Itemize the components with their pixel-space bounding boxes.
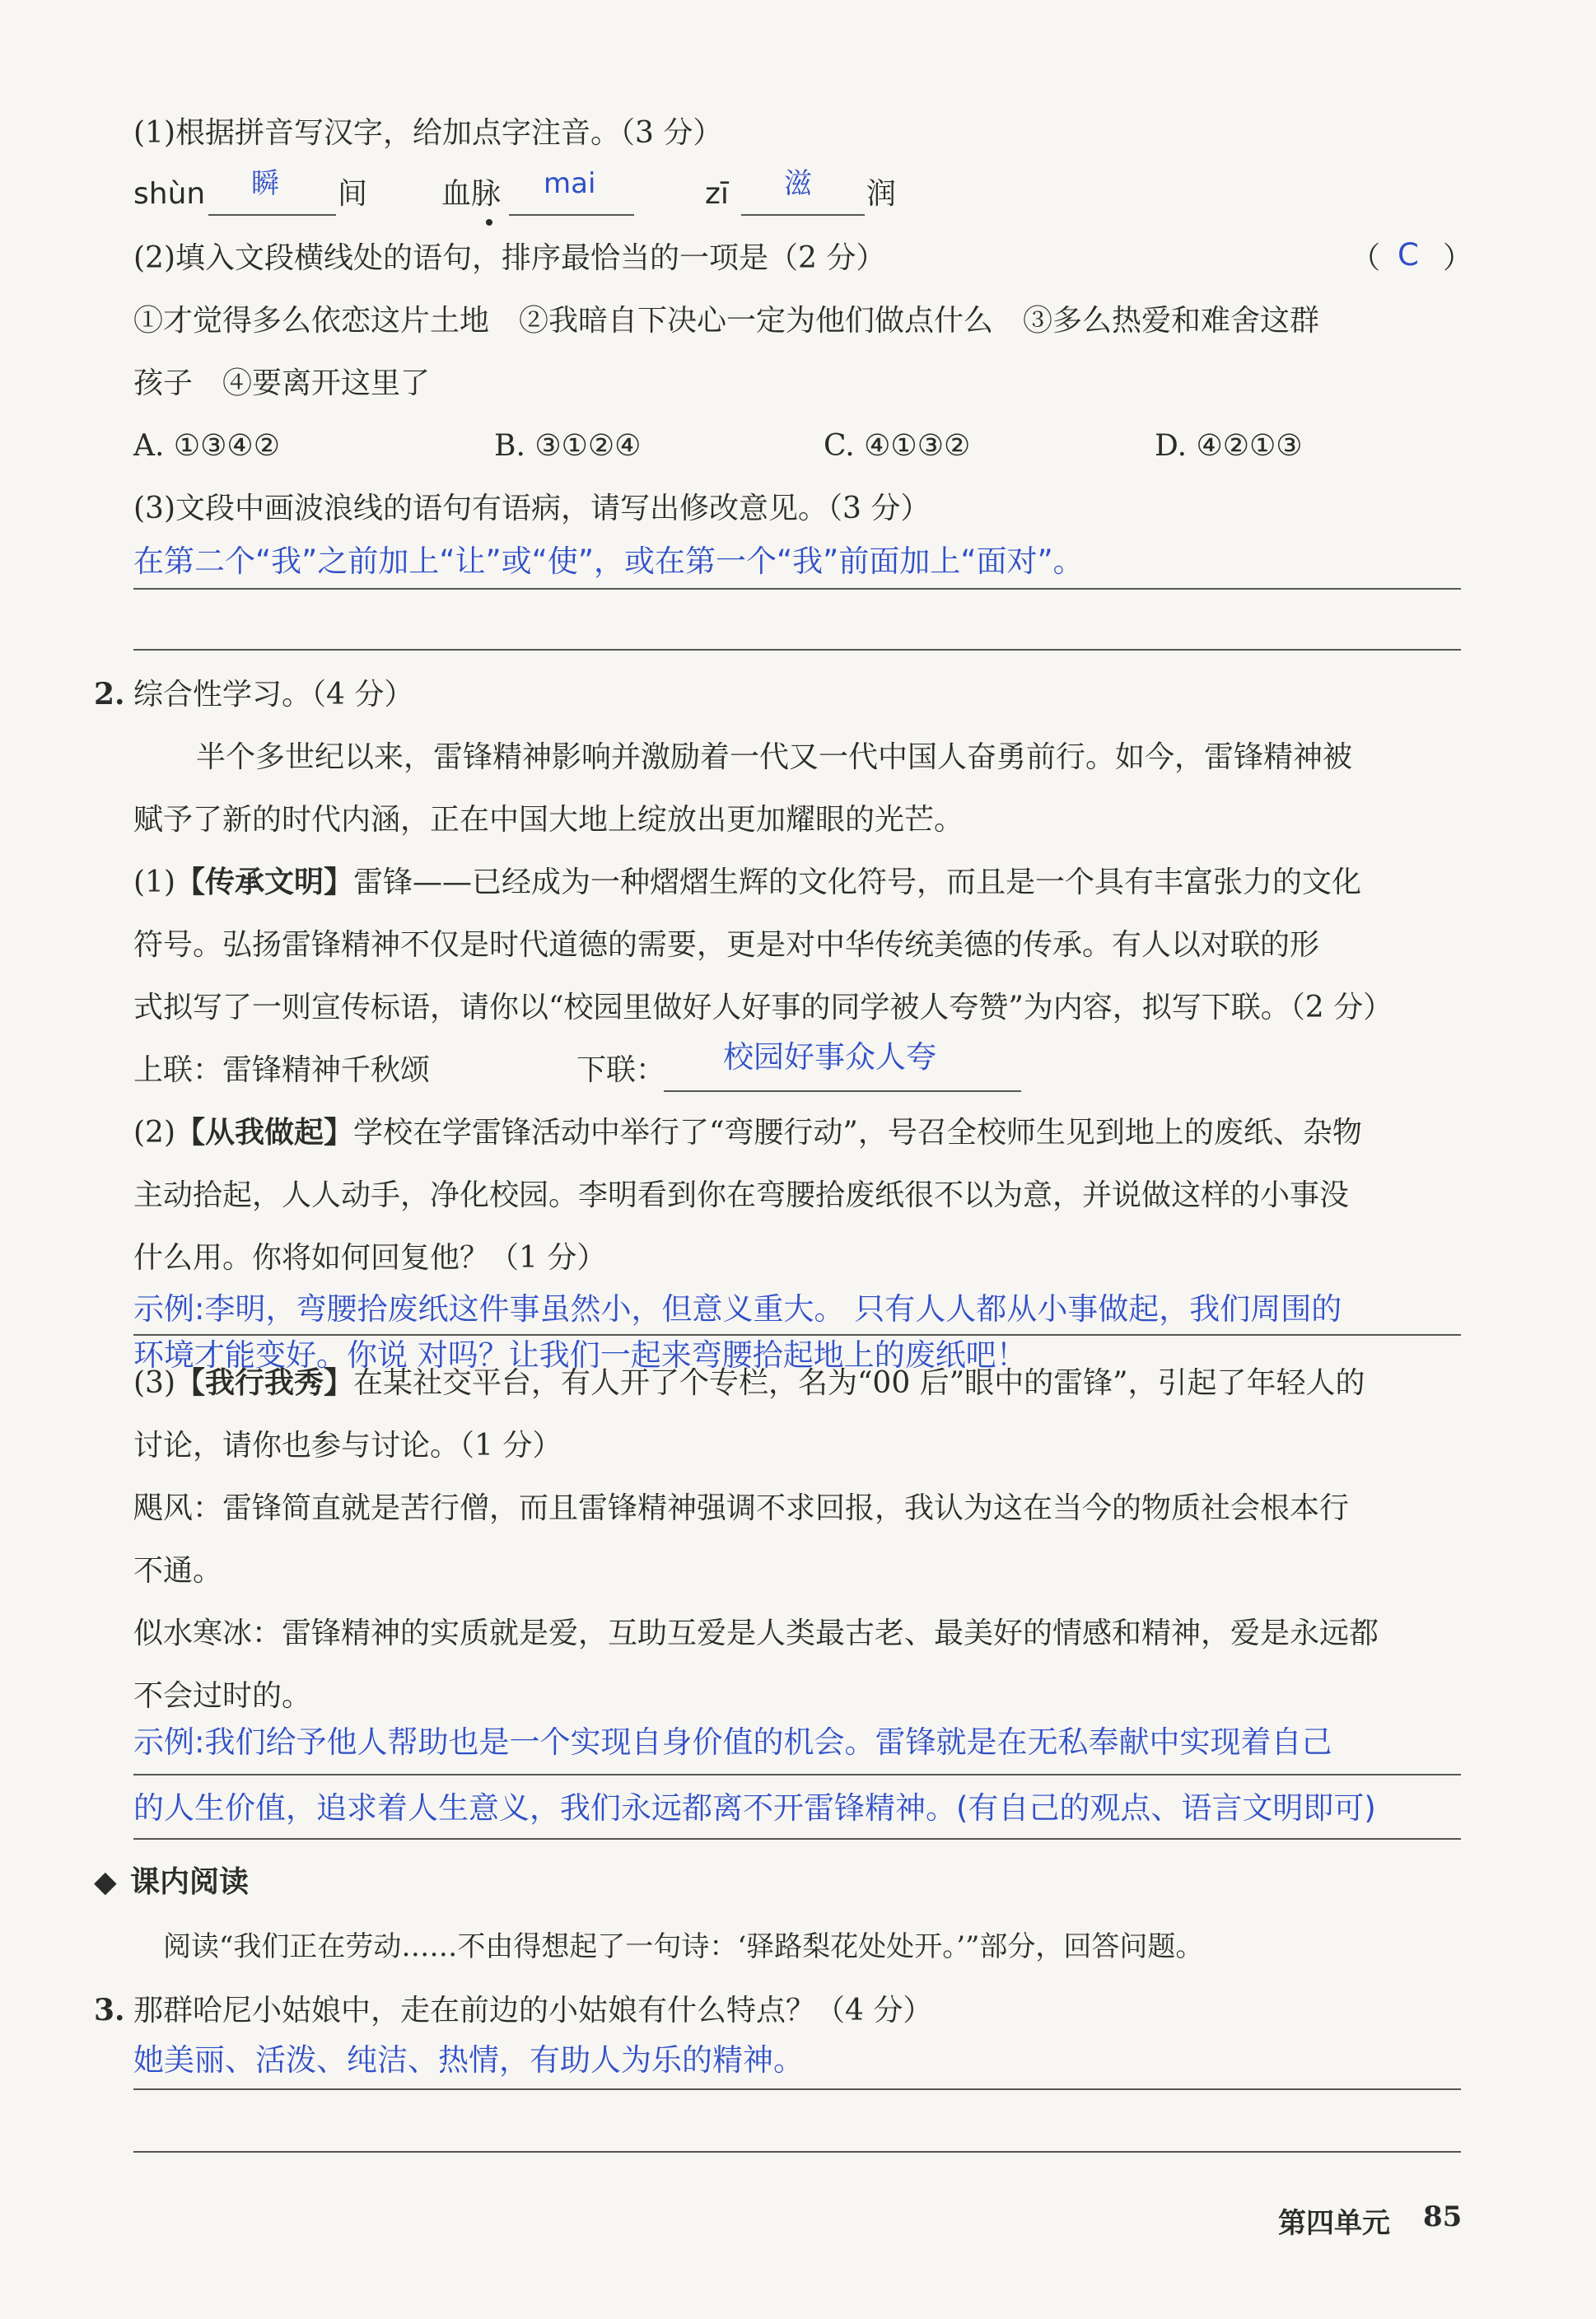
footer-unit: 第四单元 — [1278, 2207, 1390, 2240]
q1-sub2-items-line1: ①才觉得多么依恋这片土地 ②我暗自下决心一定为他们做点什么 ③多么热爱和难舍这群 — [133, 304, 1320, 338]
option-c: C. ④①③② — [824, 429, 971, 463]
q2-s2-line2: 主动拾起，人人动手，净化校园。李明看到你在弯腰拾废纸很不以为意，并说做这样的小事没 — [133, 1178, 1350, 1212]
q2-s2-line3: 什么用。你将如何回复他？（1 分） — [133, 1241, 607, 1275]
q3-answer: 她美丽、活泼、纯洁、热情，有助人为乐的精神。 — [133, 2042, 804, 2078]
answer-shun: 瞬 — [251, 167, 279, 200]
answer-mai: mai — [544, 167, 596, 200]
word-run: 润 — [866, 177, 897, 211]
q2-title: 综合性学习。（4 分） — [133, 678, 414, 712]
couplet-answer-line — [664, 1090, 1021, 1092]
q2-number: 2. — [94, 677, 125, 712]
tag-congwozuoqi: 【从我做起】 — [175, 1115, 354, 1150]
answer-line — [133, 1774, 1461, 1775]
pinyin-zi: zī — [705, 177, 729, 211]
comment-jufeng-line2: 不通。 — [133, 1554, 223, 1588]
answer-bracket-close: ） — [1443, 241, 1473, 275]
q2-s3-answer-line1: 示例:我们给予他人帮助也是一个实现自身价值的机会。雷锋就是在无私奉献中实现着自己 — [133, 1724, 1332, 1760]
lower-couplet-label: 下联： — [576, 1053, 666, 1087]
word-xuemai: 血脉 — [441, 177, 502, 211]
page-number: 85 — [1423, 2200, 1463, 2233]
comment-sishuihanbing-line2: 不会过时的。 — [133, 1679, 312, 1713]
answer-line — [133, 2088, 1461, 2090]
tag-chuancheng: 【传承文明】 — [175, 865, 354, 899]
answer-line — [133, 1334, 1461, 1336]
lower-couplet-answer: 校园好事众人夸 — [723, 1039, 936, 1075]
option-a: A. ①③④② — [133, 429, 280, 463]
q2-s3-line2: 讨论，请你也参与讨论。（1 分） — [133, 1429, 562, 1463]
reading-instruction: 阅读“我们正在劳动……不由得想起了一句诗：‘驿路梨花处处开。’”部分，回答问题。 — [163, 1930, 1204, 1963]
q2-s2-answer-line2: 环境才能变好。你说 对吗？让我们一起来弯腰拾起地上的废纸吧！ — [133, 1337, 1027, 1373]
answer-line — [133, 588, 1461, 590]
upper-couplet: 上联：雷锋精神千秋颂 — [133, 1053, 431, 1087]
blank-line-1 — [208, 214, 336, 216]
q1-sub3-prompt: (3)文段中画波浪线的语句有语病，请写出修改意见。（3 分） — [133, 492, 931, 525]
option-d: D. ④②①③ — [1155, 429, 1303, 463]
answer-zi: 滋 — [784, 167, 812, 200]
q1-sub3-answer: 在第二个“我”之前加上“让”或“使”，或在第一个“我”前面加上“面对”。 — [133, 544, 1084, 579]
q2-s2-line1: (2)【从我做起】学校在学雷锋活动中举行了“弯腰行动”，号召全校师生见到地上的废纸、杂物 — [133, 1115, 1362, 1150]
comment-sishuihanbing-line1: 似水寒冰：雷锋精神的实质就是爱，互助互爱是人类最古老、最美好的情感和精神，爱是永远都 — [133, 1617, 1379, 1650]
q2-s2-answer-line1: 示例:李明，弯腰拾废纸这件事虽然小，但意义重大。 只有人人都从小事做起，我们周围的 — [133, 1291, 1342, 1327]
section-title: 课内阅读 — [130, 1865, 250, 1899]
q2-s3-line1: (3)【我行我秀】在某社交平台，有人开了个专栏，名为“00 后”眼中的雷锋”，引起了年轻人的 — [133, 1365, 1365, 1400]
q2-intro-line1: 半个多世纪以来，雷锋精神影响并激励着一代又一代中国人奋勇前行。如今，雷锋精神被 — [196, 740, 1353, 774]
section-marker: ◆ — [94, 1865, 117, 1899]
answer-bracket-open: （ — [1351, 241, 1381, 275]
q1-sub2-prompt: (2)填入文段横线处的语句，排序最恰当的一项是（2 分） — [133, 241, 886, 275]
blank-line-3 — [741, 214, 865, 216]
q3-prompt: 那群哈尼小姑娘中，走在前边的小姑娘有什么特点？（4 分） — [133, 1994, 933, 2027]
pinyin-shun: shùn — [133, 177, 206, 211]
answer-line — [133, 1838, 1461, 1840]
word-jian: 间 — [338, 177, 368, 211]
answer-choice: C — [1398, 237, 1419, 273]
blank-line-2 — [509, 214, 634, 216]
q2-s1-line2: 符号。弘扬雷锋精神不仅是时代道德的需要，更是对中华传统美德的传承。有人以对联的形 — [133, 928, 1320, 962]
q1-sub2-items-line2: 孩子 ④要离开这里了 — [133, 366, 431, 400]
answer-line — [133, 649, 1461, 651]
tag-woxingwoxiu: 【我行我秀】 — [175, 1365, 354, 1400]
q3-number: 3. — [94, 1993, 125, 2027]
q1-sub1-prompt: (1)根据拼音写汉字，给加点字注音。（3 分） — [133, 116, 723, 150]
q2-s3-answer-line2: 的人生价值，追求着人生意义，我们永远都离不开雷锋精神。(有自己的观点、语言文明即可) — [133, 1790, 1376, 1826]
option-b: B. ③①②④ — [494, 429, 642, 463]
q2-intro-line2: 赋予了新的时代内涵，正在中国大地上绽放出更加耀眼的光芒。 — [133, 803, 964, 837]
emphasis-dot — [486, 219, 492, 226]
answer-line — [133, 2151, 1461, 2153]
q2-s1-line3: 式拟写了一则宣传标语，请你以“校园里做好人好事的同学被人夸赞”为内容，拟写下联。（2 分） — [133, 991, 1393, 1024]
q2-s1-line1: (1)【传承文明】雷锋——已经成为一种熠熠生辉的文化符号，而且是一个具有丰富张力的文化 — [133, 865, 1362, 899]
comment-jufeng-line1: 飓风：雷锋简直就是苦行僧，而且雷锋精神强调不求回报，我认为这在当今的物质社会根本行 — [133, 1491, 1350, 1525]
